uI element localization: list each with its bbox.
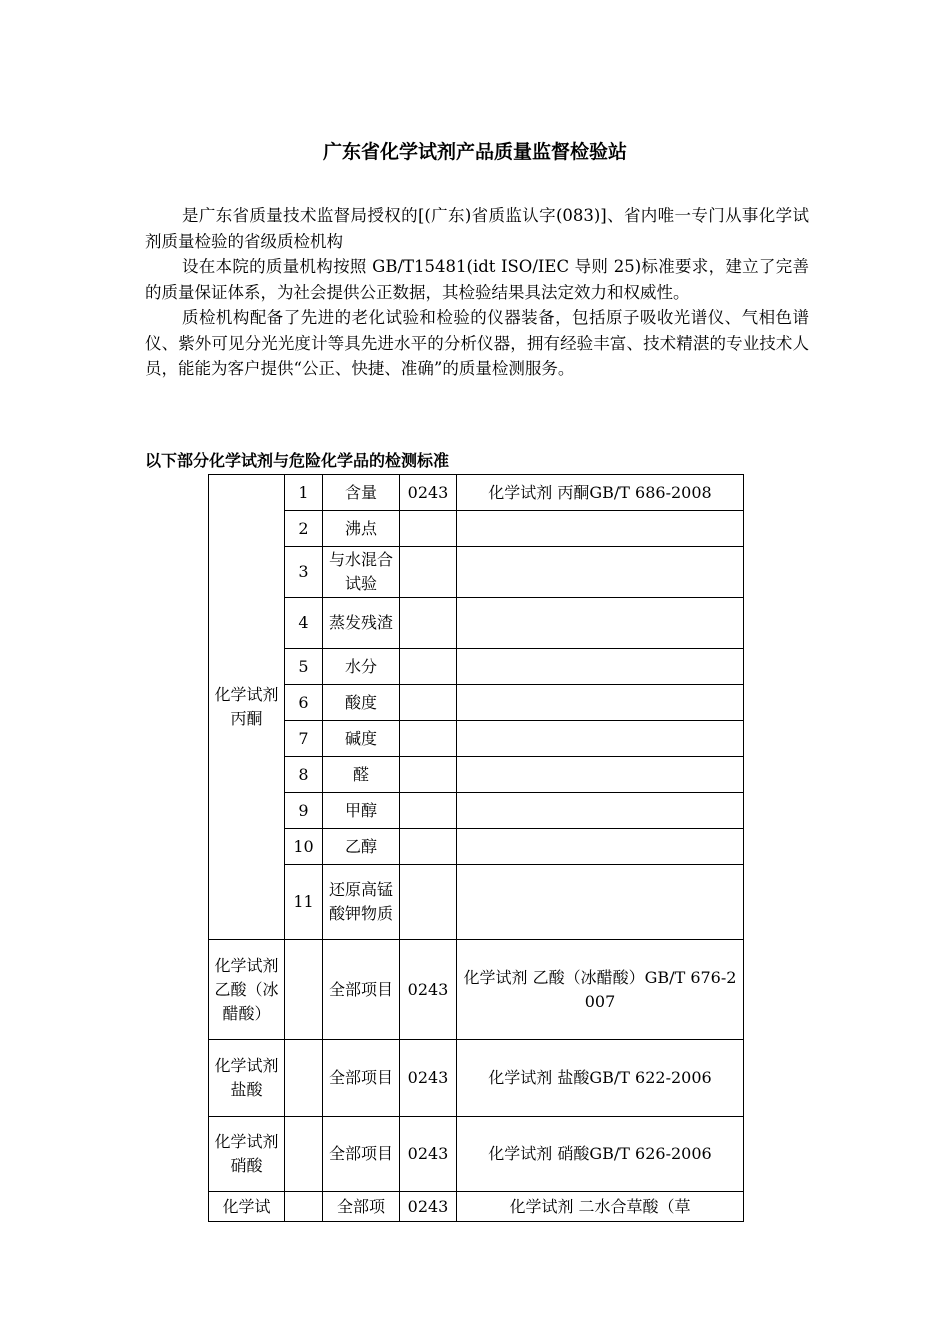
code-cell xyxy=(400,793,457,829)
item-number: 2 xyxy=(285,511,323,547)
item-number xyxy=(285,1040,323,1117)
page-title: 广东省化学试剂产品质量监督检验站 xyxy=(322,141,627,163)
standards-table xyxy=(208,474,744,1222)
item-number: 10 xyxy=(285,829,323,865)
table-row xyxy=(209,940,744,1040)
code-cell xyxy=(400,865,457,940)
item-number: 3 xyxy=(285,547,323,598)
table-row xyxy=(209,1192,744,1222)
standard-cell: 化学试剂 丙酮GB/T 686-2008 xyxy=(457,475,744,511)
intro-paragraph-2: 设在本院的质量机构按照 GB/T15481(idt ISO/IEC 导则 25)标准要求，建立了完善的质量保证体系，为社会提供公正数据，其检验结果具法定效力和权威性。 xyxy=(145,257,809,302)
item-number: 8 xyxy=(285,757,323,793)
standard-cell: 化学试剂 硝酸GB/T 626-2006 xyxy=(457,1117,744,1192)
item-number: 1 xyxy=(285,475,323,511)
table-row xyxy=(209,475,744,511)
standard-cell: 化学试剂 乙酸（冰醋酸）GB/T 676-2007 xyxy=(457,940,744,1040)
code-cell xyxy=(400,649,457,685)
standard-cell xyxy=(457,721,744,757)
test-item: 沸点 xyxy=(323,511,400,547)
standard-cell: 化学试剂 盐酸GB/T 622-2006 xyxy=(457,1040,744,1117)
code-cell: 0243 xyxy=(400,475,457,511)
product-cell: 化学试 xyxy=(209,1192,285,1222)
intro-paragraph-3: 质检机构配备了先进的老化试验和检验的仪器装备，包括原子吸收光谱仪、气相色谱仪、紫外可见分光光度计等具先进水平的分析仪器，拥有经验丰富、技术精湛的专业技术人员，能能为客户提供“公正、快捷、准确”的质量检测服务。 xyxy=(145,308,809,378)
code-cell xyxy=(400,685,457,721)
table-row xyxy=(209,649,744,685)
table-row xyxy=(209,829,744,865)
table-row xyxy=(209,757,744,793)
test-item: 全部项目 xyxy=(323,940,400,1040)
standard-cell xyxy=(457,649,744,685)
standard-cell xyxy=(457,793,744,829)
test-item: 蒸发残渣 xyxy=(323,598,400,649)
code-cell: 0243 xyxy=(400,1192,457,1222)
product-cell: 化学试剂 乙酸（冰醋酸） xyxy=(209,940,285,1040)
standard-cell xyxy=(457,757,744,793)
test-item: 甲醇 xyxy=(323,793,400,829)
intro-paragraph-1: 是广东省质量技术监督局授权的[(广东)省质监认字(083)]、省内唯一专门从事化学试剂质量检验的省级质检机构 xyxy=(145,206,809,251)
test-item: 全部项目 xyxy=(323,1117,400,1192)
product-cell: 化学试剂 盐酸 xyxy=(209,1040,285,1117)
item-number: 5 xyxy=(285,649,323,685)
table-row xyxy=(209,685,744,721)
code-cell xyxy=(400,757,457,793)
standard-cell: 化学试剂 二水合草酸（草 xyxy=(457,1192,744,1222)
code-cell xyxy=(400,829,457,865)
table-row xyxy=(209,721,744,757)
item-number: 9 xyxy=(285,793,323,829)
intro-text xyxy=(145,203,809,382)
test-item: 还原高锰酸钾物质 xyxy=(323,865,400,940)
test-item: 酸度 xyxy=(323,685,400,721)
item-number: 11 xyxy=(285,865,323,940)
standard-cell xyxy=(457,511,744,547)
code-cell xyxy=(400,511,457,547)
product-cell: 化学试剂 硝酸 xyxy=(209,1117,285,1192)
item-number xyxy=(285,940,323,1040)
item-number: 7 xyxy=(285,721,323,757)
table-row xyxy=(209,511,744,547)
table-row xyxy=(209,793,744,829)
item-number xyxy=(285,1117,323,1192)
test-item: 含量 xyxy=(323,475,400,511)
code-cell: 0243 xyxy=(400,940,457,1040)
standard-cell xyxy=(457,547,744,598)
table-row xyxy=(209,598,744,649)
standard-cell xyxy=(457,685,744,721)
item-number xyxy=(285,1192,323,1222)
standard-cell xyxy=(457,829,744,865)
test-item: 全部项目 xyxy=(323,1040,400,1117)
test-item: 乙醇 xyxy=(323,829,400,865)
test-item: 醛 xyxy=(323,757,400,793)
product-cell: 化学试剂 丙酮 xyxy=(209,475,285,940)
standard-cell xyxy=(457,598,744,649)
code-cell: 0243 xyxy=(400,1040,457,1117)
code-cell xyxy=(400,721,457,757)
code-cell: 0243 xyxy=(400,1117,457,1192)
table-row xyxy=(209,547,744,598)
table-row xyxy=(209,1117,744,1192)
code-cell xyxy=(400,598,457,649)
test-item: 水分 xyxy=(323,649,400,685)
table-row xyxy=(209,865,744,940)
code-cell xyxy=(400,547,457,598)
table-row xyxy=(209,1040,744,1117)
standard-cell xyxy=(457,865,744,940)
test-item: 与水混合试验 xyxy=(323,547,400,598)
test-item: 碱度 xyxy=(323,721,400,757)
test-item: 全部项 xyxy=(323,1192,400,1222)
item-number: 6 xyxy=(285,685,323,721)
section-heading: 以下部分化学试剂与危险化学品的检测标准 xyxy=(145,451,450,470)
item-number: 4 xyxy=(285,598,323,649)
